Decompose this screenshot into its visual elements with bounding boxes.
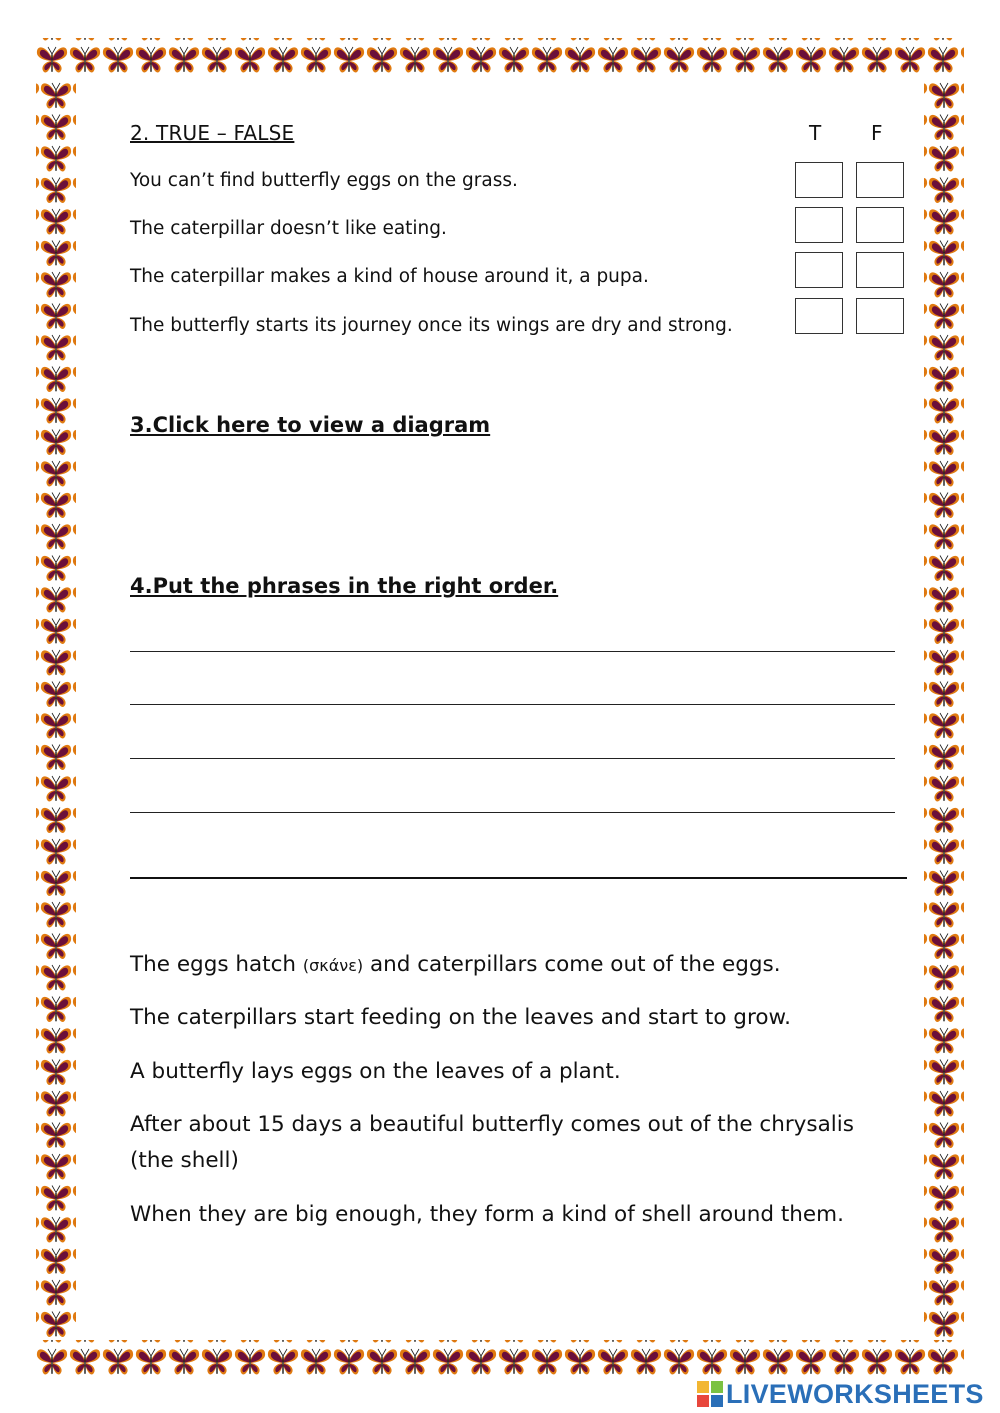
liveworksheets-logo-icon xyxy=(697,1381,723,1407)
statement-2: The caterpillar doesn’t like eating. xyxy=(130,218,447,239)
statement-4-false-box[interactable] xyxy=(856,298,904,334)
statement-4-true-box[interactable] xyxy=(795,298,843,334)
statement-3: The caterpillar makes a kind of house around it, a pupa. xyxy=(130,266,649,287)
ordering-heading: 4.Put the phrases in the right order. xyxy=(130,574,559,598)
statement-1: You can’t find butterfly eggs on the grass. xyxy=(130,170,518,191)
diagram-link[interactable]: 3.Click here to view a diagram xyxy=(130,413,491,437)
phrase-eggs-hatch[interactable] xyxy=(130,947,890,984)
statement-4: The butterfly starts its journey once its wings are dry and strong. xyxy=(130,315,733,336)
statement-3-false-box[interactable] xyxy=(856,252,904,288)
statement-2-true-box[interactable] xyxy=(795,207,843,243)
phrase-butterfly-lays-eggs[interactable]: A butterfly lays eggs on the leaves of a plant. xyxy=(130,1059,621,1084)
phrase-eggs-hatch-greek: (σκάνε) xyxy=(302,956,364,975)
butterfly-border-bottom xyxy=(36,1340,964,1380)
false-column-label: F xyxy=(871,121,883,145)
butterfly-border-right xyxy=(924,78,964,1340)
phrase-caterpillars-feeding[interactable]: The caterpillars start feeding on the leaves and start to grow. xyxy=(130,1005,791,1030)
phrase-form-shell[interactable]: When they are big enough, they form a kind of shell around them. xyxy=(130,1202,844,1227)
statement-1-true-box[interactable] xyxy=(795,162,843,198)
answer-line-1[interactable] xyxy=(130,651,895,652)
answer-line-3[interactable] xyxy=(130,758,895,759)
phrase-eggs-hatch-end: and caterpillars come out of the eggs. xyxy=(369,952,781,977)
butterfly-border-top-pattern xyxy=(36,38,964,78)
phrase-butterfly-comes-out[interactable]: After about 15 days a beautiful butterfly comes out of the chrysalis (the shell) xyxy=(130,1112,854,1173)
statement-1-false-box[interactable] xyxy=(856,162,904,198)
butterfly-border-left-pattern xyxy=(36,78,76,1340)
statement-2-false-box[interactable] xyxy=(856,207,904,243)
answer-line-5[interactable] xyxy=(130,877,907,879)
butterfly-border-top xyxy=(36,38,964,78)
butterfly-border-right-pattern xyxy=(924,78,964,1340)
true-column-label: T xyxy=(809,121,822,145)
butterfly-border-bottom-pattern xyxy=(36,1340,964,1380)
true-false-heading: 2. TRUE – FALSE xyxy=(130,121,295,145)
answer-line-4[interactable] xyxy=(130,812,895,813)
liveworksheets-logo xyxy=(697,1378,984,1410)
butterfly-border-left xyxy=(36,78,76,1340)
phrase-eggs-hatch-start: The eggs hatch xyxy=(130,952,297,977)
statement-3-true-box[interactable] xyxy=(795,252,843,288)
liveworksheets-brand: LIVEWORKSHEETS xyxy=(726,1378,984,1409)
answer-line-2[interactable] xyxy=(130,704,895,705)
